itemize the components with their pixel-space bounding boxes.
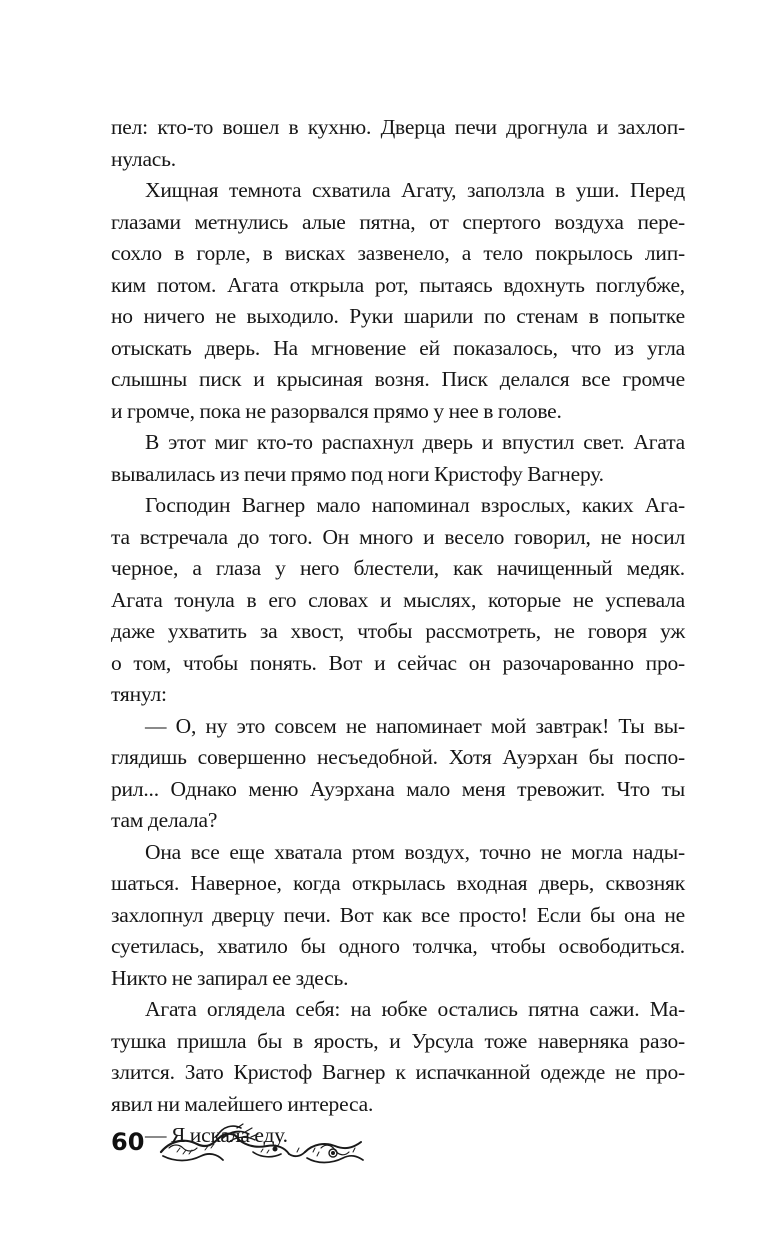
text-line: глядишь совершенно несъедобной. Хотя Ауэрхан бы поспо- bbox=[111, 745, 685, 769]
page-number: 60 bbox=[111, 1128, 145, 1156]
text-line: черное, а глаза у него блестели, как начищенный медяк. bbox=[111, 556, 685, 580]
text-line: Господин Вагнер мало напоминал взрослых, каких Ага- bbox=[145, 493, 685, 517]
text-line: шаться. Наверное, когда открылась входная дверь, сквозняк bbox=[111, 871, 685, 895]
text-line: явил ни малейшего интереса. bbox=[111, 1091, 374, 1116]
text-line: слышны писк и крысиная возня. Писк делался все громче bbox=[111, 367, 685, 391]
text-line: рил... Однако меню Ауэрхана мало меня тревожит. Что ты bbox=[111, 776, 685, 801]
dragon-ornament-icon bbox=[157, 1122, 367, 1170]
text-line: — О, ну это совсем не напоминает мой завтрак! Ты вы- bbox=[145, 713, 685, 738]
text-line: и громче, пока не разорвался прямо у нее в голове. bbox=[111, 398, 562, 423]
text-line: даже ухватить за хвост, чтобы рассмотреть, не говоря уж bbox=[111, 619, 685, 643]
text-line: Никто не запирал ее здесь. bbox=[111, 965, 349, 990]
text-line: — Я искала еду. bbox=[145, 1123, 288, 1147]
body-text bbox=[111, 112, 685, 1152]
text-line: глазами метнулись алые пятна, от спертого воздуха пере- bbox=[111, 209, 685, 234]
text-line: суетилась, хватило бы одного толчка, чтобы освободиться. bbox=[111, 934, 685, 958]
text-line: Агата тонула в его словах и мыслях, которые не успевала bbox=[111, 587, 685, 612]
text-line: о том, чтобы понять. Вот и сейчас он разочарованно про- bbox=[111, 650, 685, 675]
text-line: ким потом. Агата открыла рот, пытаясь вдохнуть поглубже, bbox=[111, 272, 685, 297]
text-line: злится. Зато Кристоф Вагнер к испачканной одежде не про- bbox=[111, 1060, 685, 1084]
text-line: нулась. bbox=[111, 146, 176, 171]
text-line: Хищная темнота схватила Агату, заползла в уши. Перед bbox=[145, 178, 685, 202]
text-line: тянул: bbox=[111, 682, 167, 706]
text-line: Агата оглядела себя: на юбке остались пятна сажи. Ма- bbox=[145, 997, 685, 1021]
text-line: вывалилась из печи прямо под ноги Кристофу Вагнеру. bbox=[111, 461, 604, 486]
text-line: пел: кто-то вошел в кухню. Дверца печи дрогнула и захлоп- bbox=[111, 115, 685, 139]
text-line: там делала? bbox=[111, 808, 218, 832]
text-line: В этот миг кто-то распахнул дверь и впустил свет. Агата bbox=[145, 430, 685, 454]
text-line: тушка пришла бы в ярость, и Урсула тоже наверняка разо- bbox=[111, 1028, 685, 1053]
text-line: отыскать дверь. На мгновение ей показалось, что из угла bbox=[111, 335, 685, 360]
text-line: захлопнул дверцу печи. Вот как все просто! Если бы она не bbox=[111, 902, 685, 927]
text-line: та встречала до того. Он много и весело говорил, не носил bbox=[111, 524, 685, 549]
text-line: но ничего не выходило. Руки шарили по стенам в попытке bbox=[111, 304, 685, 328]
page-footer bbox=[111, 1122, 371, 1172]
text-line: сохло в горле, в висках зазвенело, а тело покрылось лип- bbox=[111, 241, 685, 265]
text-line: Она все еще хватала ртом воздух, точно не могла нады- bbox=[145, 839, 685, 864]
